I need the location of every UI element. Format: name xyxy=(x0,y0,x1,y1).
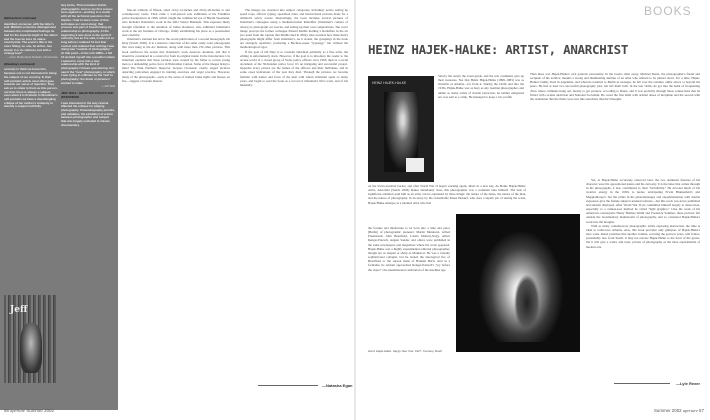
byline-rule-2 xyxy=(614,383,670,384)
photo-caption: Heinz Hajek-Halke, Happy New Year, 1927. Courtesy Steidl xyxy=(368,349,442,353)
sidebar-column-2 xyxy=(61,4,115,364)
book-cover-title: HEINZ HAJEK-HALKE xyxy=(372,81,407,85)
magazine-name: aperture xyxy=(682,408,698,413)
byline-rule xyxy=(258,385,318,386)
review-paragraph: The images are clustered into subject categories, including: police setting up speed traps, officers typing, speedboat rides, and instructional pictures made for a children's safety course. Interestingly, the book includes several pictures of Odermatt's colleagues using a medium-format Rolleiflex (Odermatt's camera of choice) to photograph car wrecks, and setting up their own compositions. The cover image portrays his former colleague Eduard Mathis holding a Rolleiflex in the air (we learn from the caption that Mathis died in 2004). One wonders how these men's photographs might differ from Odermatt's. As it stands, the groupings in the book are strangely repetitive, producing a Bechers-esque "typology," but without the methodological rigor. xyxy=(240,8,348,50)
magazine-name: aperture xyxy=(10,408,26,413)
footer-right xyxy=(654,408,704,413)
review-column-right-lower xyxy=(586,178,700,378)
review-text-narrow: the fortune and misfortune to be born into a time and place (Berlin) of photographic pioneers: Martin Munkacsi, Alfred Eisenstaedt, John Heartfield, László Moholy-Nagy, Albert Renger-Patzsch, August Sander, and others were published in the same newspapers and magazines where his work appeared. Hajek-Halke was a highly experimental editorial photographer, though not as elegant or sharp as Munkacsi. He was a visually sophisticated collagist, but he lacked the ideological fire of Heartfield or the surreal mask of Hannah Höch. And as a formalist, he seldom approached Renger-Patzsch's "joy before the object": the unadulterated celebration of the machine age. xyxy=(368,226,450,272)
review-column-right: Then there was Hajek-Halke's own quixotic personality. In the book's other essay, Michael Ruetz, the photographer's friend and recipient of his archive, mounts a strong and illuminating defense of an artist who refused to be pinned down. For a time, Hajek-Halke's family lived in Argentina, and when he returned to Berlin as teenager, he felt ever the outsider, either above or beyond his peers. He had at least two successful photography jobs, but left them both. In the late 1920s, he got into the habit of frequenting dives where criminals hung out, mostly to get pictures, according to Ruetz, and it was probably through those connections that he flirted with cocaine addiction and National Socialism. He cured the first habit with ordinal doses of morphine and the second with the realization that the Nazis were less like anarchists than he'd thought. xyxy=(530,72,700,101)
section-label: BOOKS xyxy=(644,4,692,18)
review-paragraph: If the goal of On Duty is to consider Odermatt primarily as a fine artist, the editing is unfortunately slack. However, if the goal is to introduce the reader to the arcane world of a closed group of Swiss police officers circa 1960, then as a social document of the Nidwalden police force it's an intriguing and successful project. Opposite every picture are the names of the officers and their birthdates, and in some cases indications of the year they died. Through the pictures we become familiar with names and faces of the men with whom Odermatt spent so many years, and begin to read the book as a record of Odermatt's life's work, and of his humanity. xyxy=(240,49,348,87)
book-cover-label xyxy=(406,158,424,172)
sidebar-heading-2: (Weekdays continued) xyxy=(4,61,35,66)
featured-photograph xyxy=(456,214,580,352)
review-column-1 xyxy=(122,8,230,386)
issue-label: Summer 2002 xyxy=(654,408,682,413)
byline-rexer: —Lyle Rexer xyxy=(676,381,701,386)
sidebar-panel xyxy=(0,0,118,410)
footer-left xyxy=(4,408,54,413)
book-cover-brand: Jeff xyxy=(10,305,28,315)
review-text-beside-cover: Slowly but surely the avant-garde, and the text continents give up their treasures. Not that Heinz Hajek-Halke (1898–1983) was as invisible as Atlantis—far from it. During the 1920s and into the 1930s, Hajek-Halke was as busy as any German photographer, and unlike so many artists of Jewish extraction, he neither emigrated nor was sent to a camp. He managed to keep a low profile xyxy=(438,74,524,99)
review-text-wide: on the Swiss-German border, and after World War II began working again, albeit in a new key. As Heinz Hajek-Halke: Artist, Anarchist (Steidl, 2006) makes abundantly clear, this photographer was a continent unto himself. The lack of significant attention paid him as an artist can be explained by three things: the nature of the times, the nature of the man, and the nature of photography. In an essay by the redoubtable Klaus Honnef, who does a superb job of setting the scene, Hajek-Halke emerges as a talented artist who had xyxy=(368,184,526,205)
article-headline: HEINZ HAJEK-HALKE: ARTIST, ANARCHIST xyxy=(368,42,629,57)
page-number: 56 xyxy=(4,408,9,413)
review-paragraph: fine-art editions of fifteen, sized 12-by-12-inches and 20-by-20-inches to suit contemporary tastes. Then came a well-placed solo exhibition at the Frankfurt police headquarters in 1996, which caught the commercial eye of Harald Szeemann, who included Odermatt's work in the 2001 Venice Biennale. This exposure likely brought Odermatt to the attention of James Rondeau, who exhibited Odermatt's work at the Art Institute of Chicago, firmly establishing his place as a postmodern near-celebrity. xyxy=(122,8,230,37)
review-paragraph: Odermatt's stardom has led to the recent publication of a second monograph, On Duty (Steidl, 2006). It is a massive collection of the same candy-color photographs that were hung at the Art Institute, along with more than 150 other pictures. This book reinforces the notion that Odermatt's work deserves attention, and that it should be considered in a context far from its original intent. In the introduction, Urs Odermatt explains that these pictures were created by his father to recruit young men to a demanding police force in Nidwalden Canton. Some of the images bring to mind The Pink Panther's Inspector Jacques Clouseau: clearly staged pictures depicting policemen engaged in training exercises and target practice. However, many of the photographs—such as the series of melted brake lights and houses on fire—suggest a broader interest. xyxy=(122,37,230,83)
book-cover-figure xyxy=(20,323,42,373)
page-number: 57 xyxy=(699,408,704,413)
sidebar-text-2: scarcely to think we know him, because one is not interested in being the subject of our scrutiny. In their self-portraits artists most often gaze towards our sense of rejection. They ask us to relate to them as this person, not that; there is always a subject, even when it is fictional. In Woodman's self-portraits we have a disentangling critique of her mother's Antiquity to identify a subject truthfully. xyxy=(4,67,58,109)
sidebar-box-text: I was interested in the way cinema affected the critique for judging photography. Cinematography permits, and validates, the exhibition of a form between photographer and subject that was largely excluded in classic documentary. xyxy=(61,100,115,127)
review-column-2 xyxy=(240,8,348,386)
book-cover-image xyxy=(368,76,434,182)
issue-label: Summer 2002 xyxy=(26,408,54,413)
book-cover-thumbnail xyxy=(4,295,56,383)
sidebar-citation-2: —Jeff Wall xyxy=(101,84,115,89)
sidebar-text-3: tary terms. That evocation builds photographic. And so my first scenes were against it—working in a studio with all the technical questions that implies. I had to learn some of that technique as I went along; that process was part of transforming my relationship to photography. At the beginning it was done in the spirit of curiosity, but as I've said, it was not so long before I realized I'd lost that context and realized that nothing I was doing was "outside of photography." At that point—in the mid 1980s—I felt I'd worked myself into a position where I wanted to come into a new relationship with the kind of photography I'd been questioning. As I saw it the "new" photography, in which I was trying to cultivate as the 'real' in photography: the kinds of pictures I wanted to make. xyxy=(61,4,115,85)
sidebar-text: identified, moreover, with the latter's end. Mikhail Lermontov distinguished between the complicated feelings he had for the imperial might of his nation and the love he bore its native countryside. The poem's title is the more fitting: no one, he writes, has known it or its silences, but with a strange love" xyxy=(4,21,58,56)
page-gutter xyxy=(354,0,356,420)
sidebar-citation: —from Motherland Rutkal's introduction xyxy=(7,55,58,60)
review-paragraph: With so many contemporary photographic artists exploring abstraction, the time is ideal to rediscover Atlantis. Alas, this book provides only glimpses of Hajek-Halke's later work. Ruetz promises that another volume, covering the postwar years, will follow, presumably also from Steidl. It may not elevate Hajek-Halke to the level of the greats, but it will give a wider, and truer, picture of photography as the most experimental of modern arts. xyxy=(586,223,700,249)
sidebar-box-heading: JEFF WALL: SELECTED ESSAYS AND INTERVIEWS xyxy=(61,91,114,99)
photograph-figure xyxy=(514,274,540,332)
review-paragraph: Yet, as Hajek-Halke accurately observed later, the two dominant features of his character were his oppositional nature and his curiosity. It is the latter that comes through in his photographs; it also contributed to their "invisibility." He devoted much of his creative energy in the 1930s to nudes, anticipating Erwin Blumenfeld's and Mapplethorpe's, but the prints in his photomontages and experimentation with double exposures give the female subjects unusual textures—but this work was never published and seldom displayed. After World War II, he committed himself largely to abstraction, especially to a camera-less method he called "light graphics." Like the work of his American counterparts Henry Holmes Smith and Frederick Sommer, these pictures fell outside the documentary mainstream of photography, and so contented Hajek-Halke's work into the margins. xyxy=(586,178,700,224)
sidebar-heading: (Motherland continued) xyxy=(4,16,37,20)
byline-egan: —Natasha Egan xyxy=(322,383,353,388)
